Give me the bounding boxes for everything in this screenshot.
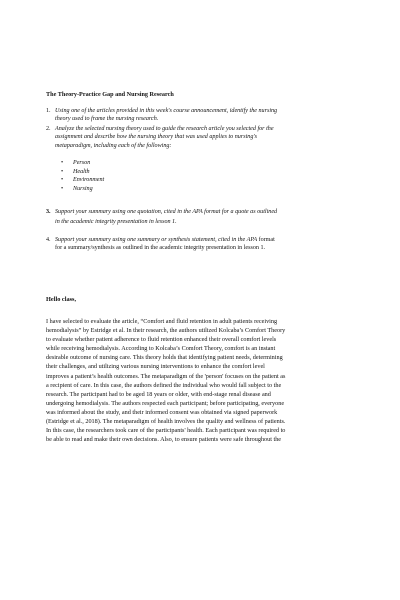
essay-line: was informed about the study, and their informed consent was obtained via signed paperwork [46,408,278,416]
instruction-text: assignment and describe how the nursing theory that was used applies to nursing's [55,134,258,141]
list-item: • Health [61,168,90,175]
instruction-item-1 [46,107,366,124]
instruction-text: Support your summary using one summary or synthesis statement, cited in the APA format [55,237,275,243]
instruction-number: 2. [46,126,51,132]
bullet-icon: • [61,185,64,192]
instruction-item-4 [46,236,366,253]
essay-line: (Estridge et al., 2018). The metaparadigm of health involves the quality and wellness of patients. [46,418,286,426]
essay-line: research. The participant had to be aged 18 years or older, with end-stage renal disease and [46,390,271,398]
instruction-item-3 [46,208,366,227]
instruction-text: Using one of the articles provided in this week's course announcement, identify the nursing [55,108,278,114]
instruction-text: theory used to frame the nursing research. [55,116,159,123]
metaparadigm-list [61,159,104,193]
essay-line: a recipient of care. In this case, the authors defined the individual who would fall subject to the [46,381,282,389]
essay-line: while receiving hemodialysis. According to Kolcaba’s Comfort Theory, comfort is an instant [46,345,276,353]
instruction-number: 4. [46,237,51,243]
instruction-text: Analyze the selected nursing theory used to guide the research article you selected for the [55,126,274,132]
essay-line: undergoing hemodialysis. The authors respected each participant; before participating, everyone [46,399,285,407]
essay-line: desirable outcome of nursing care. This theory holds that identifying patient needs, determining [46,354,283,362]
instruction-text: for a summary/synthesis as outlined in the academic integrity presentation in lesson 1. [55,245,266,252]
essay-line: to evaluate whether patient adherence to fluid retention enhanced their overall comfort levels [46,336,277,344]
instruction-text: in the academic integrity presentation in lesson 1. [55,219,177,226]
greeting: Hello class, [46,296,77,303]
essay-line: hemodialysis” by Estridge et al. In their research, the authors utilized Kolcaba’s Comfort Theory [46,327,286,335]
document-title: The Theory-Practice Gap and Nursing Research [46,91,174,98]
instruction-text: Support your summary using one quotation, cited in the APA format for a quote as outlined [55,209,278,215]
bullet-icon: • [61,160,64,166]
instruction-text: metaparadigm, including each of the following: [55,142,172,149]
essay-line: improves a patient’s health outcomes. The metaparadigm of the 'person' focuses on the patient as [46,372,286,380]
bullet-icon: • [61,177,64,184]
essay-line: I have selected to evaluate the article, “Comfort and fluid retention in adult patients receiving [46,318,278,325]
essay-body [46,317,358,444]
instruction-number: 3. [46,209,51,215]
essay-line: In this case, the researchers took care of the participants' health. Each participant was required to [46,427,286,435]
list-item: • Environment [61,177,105,184]
bullet-icon: • [61,168,64,175]
instruction-number: 1. [46,108,51,114]
list-item: • Person [61,160,91,166]
essay-line: be able to read and make their own decisions. Also, to ensure patients were safe throughout the [46,436,282,444]
list-item: • Nursing [61,185,93,192]
essay-line: their challenges, and utilizing various nursing interventions to enhance the comfort level [46,363,265,371]
instruction-item-2 [46,125,366,150]
